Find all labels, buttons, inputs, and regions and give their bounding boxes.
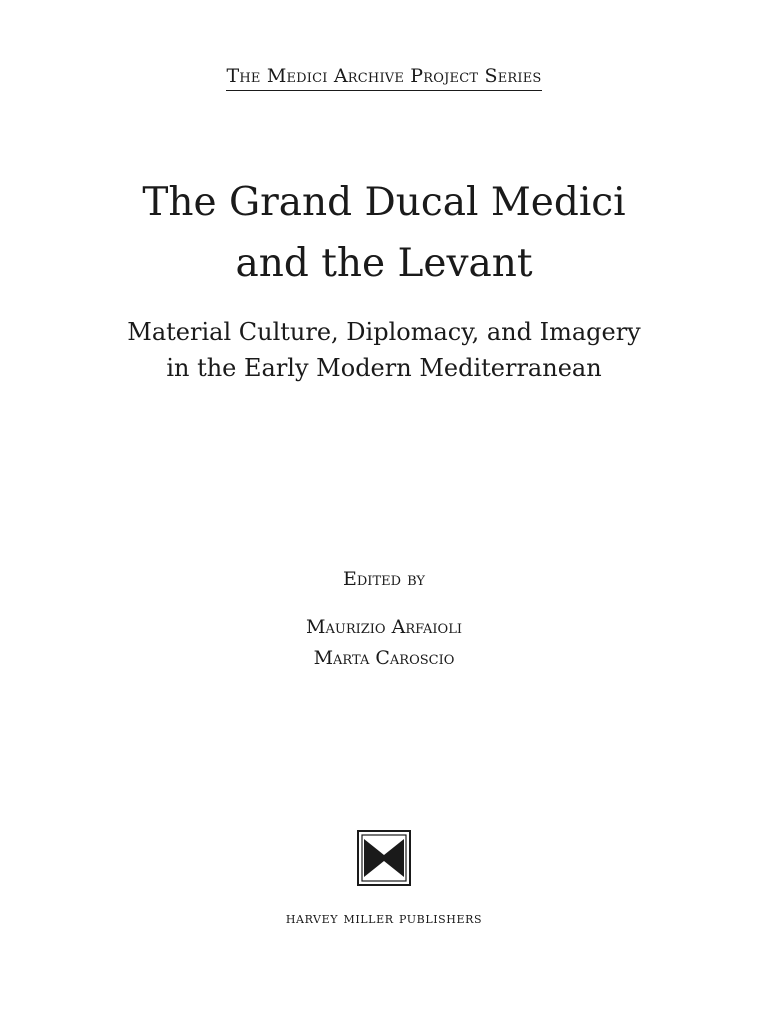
editor-name: Marta Caroscio <box>313 647 455 669</box>
book-title-line-1: The Grand Ducal Medici <box>142 180 626 225</box>
edited-by-label: Edited by <box>343 568 425 590</box>
series-label: The Medici Archive Project Series <box>226 66 541 91</box>
book-subtitle-line-1: Material Culture, Diplomacy, and Imagery <box>127 318 641 346</box>
publisher-name: harvey miller publishers <box>285 909 483 927</box>
editors-list <box>0 612 768 674</box>
bowtie-publisher-logo-icon <box>357 830 411 886</box>
book-subtitle <box>0 314 768 386</box>
editor-name: Maurizio Arfaioli <box>306 616 462 638</box>
book-subtitle-line-2: in the Early Modern Mediterranean <box>166 354 602 382</box>
book-title <box>0 172 768 294</box>
series-heading <box>0 66 768 91</box>
book-title-line-2: and the Levant <box>235 241 533 286</box>
